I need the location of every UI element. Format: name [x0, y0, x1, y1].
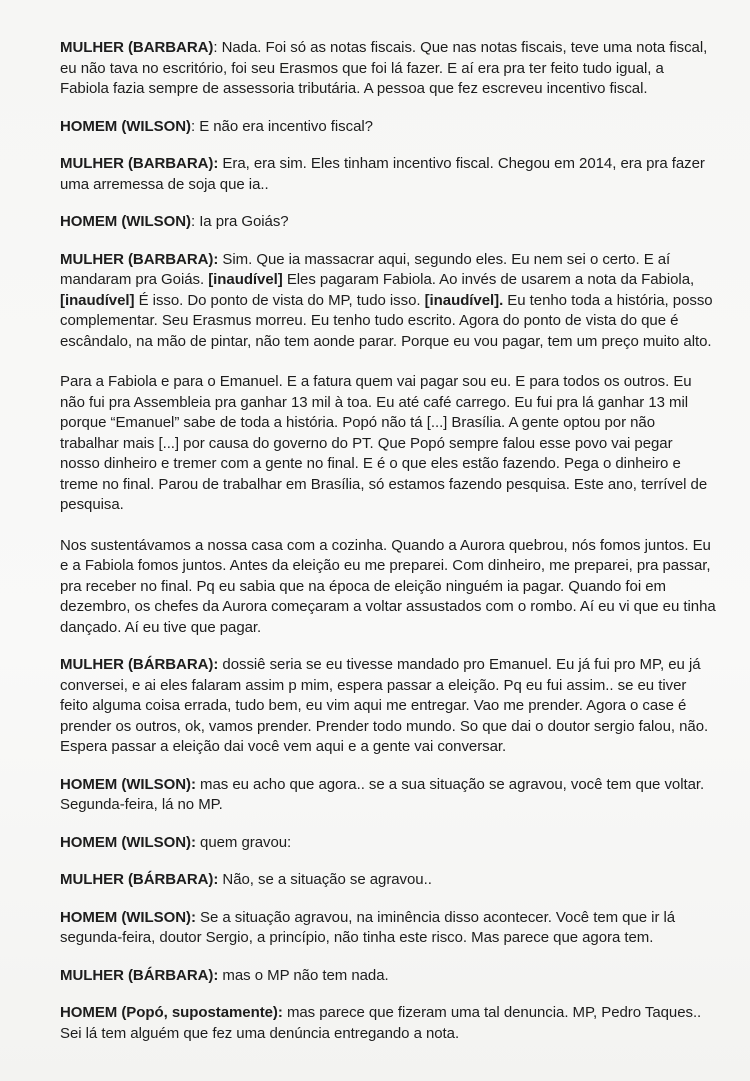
paragraph-text: Não, se a situação se agravou.. — [218, 871, 432, 888]
transcript-paragraph — [60, 38, 716, 100]
speaker-label: MULHER (BÁRBARA): — [60, 871, 219, 888]
transcript-paragraph — [60, 212, 716, 233]
paragraph-text: dossiê seria se eu tivesse mandado pro Emanuel. Eu já fui pro MP, eu já conversei, e ai eles falaram assim p mim, espera passar a eleição. Pq eu fui assim.. se eu tiver feito alguma coisa errada, tudo bem, eu vim aqui me entregar. Vao me prender. Agora o case é prender os outros, ok, vamos prender. Prender todo mundo. So que dai o doutor sergio falou, não. Espera passar a eleição dai você vem aqui e a gente vai conversar. — [60, 656, 709, 755]
speaker-label: HOMEM (WILSON) — [60, 117, 191, 135]
speaker-label: HOMEM (Popó, supostamente): — [60, 1004, 283, 1021]
inaudible-marker: [inaudível]. — [424, 291, 504, 309]
transcript-paragraph — [60, 966, 716, 987]
paragraph-text: : Ia pra Goiás? — [190, 213, 289, 230]
transcript-paragraph — [60, 117, 716, 138]
paragraph-text: Eles pagaram Fabiola. Ao invés de usarem a nota da Fabiola, — [282, 271, 695, 288]
paragraph-text: : Nada. Foi só as notas fiscais. Que nas notas fiscais, teve uma nota fiscal, eu não tava no escritório, foi seu Erasmos que foi lá fazer. E aí era pra ter feito tudo igual, a Fabiola fazia sempre de assessoria tributária. A pessoa que fez escreveu incentivo fiscal. — [60, 39, 708, 97]
paragraph-text: Sim. Que ia massacrar aqui, segundo eles. Eu nem sei o certo. E aí mandaram pra Goiás. — [60, 250, 671, 288]
inaudible-marker: [inaudível] — [208, 271, 283, 288]
speaker-label: MULHER (BÁRBARA): — [60, 966, 219, 984]
transcript-paragraph — [60, 775, 716, 816]
paragraph-text: : E não era incentivo fiscal? — [190, 117, 373, 135]
paragraph-text: Se a situação agravou, na iminência disso acontecer. Você tem que ir lá segunda-feira, doutor Sergio, a princípio, não tinha este risco. Mas parece que agora tem. — [60, 908, 676, 946]
transcript-paragraph — [60, 870, 716, 891]
paragraph-text: Eu tenho toda a história, posso complementar. Seu Erasmus morreu. Eu tenho tudo escrito. Agora do ponto de vista do que é escândalo, na mão de pintar, não tem aonde parar. Porque eu vou pagar, tem um preço muito alto. — [60, 291, 713, 350]
speaker-label: MULHER (BÁRBARA): — [60, 656, 219, 673]
paragraph-text: mas parece que fizeram uma tal denuncia. MP, Pedro Taques.. Sei lá tem alguém que fez uma denúncia entregando a nota. — [60, 1004, 702, 1042]
transcript-paragraph — [60, 154, 716, 195]
paragraph-text: mas eu acho que agora.. se a sua situação se agravou, você tem que voltar. Segunda-feira, lá no MP. — [60, 775, 705, 813]
paragraph-text: Era, era sim. Eles tinham incentivo fiscal. Chegou em 2014, era pra fazer uma arremessa de soja que ia.. — [60, 155, 705, 193]
paragraph-text: Nos sustentávamos a nossa casa com a cozinha. Quando a Aurora quebrou, nós fomos juntos. Eu e a Fabiola fomos juntos. Antes da eleição eu me preparei. Com dinheiro, me preparei, pra passar, pra receber no final. Pq eu sabia que na época de eleição ninguém ia pagar. Quando foi em dezembro, os chefes da Aurora começaram a voltar assustados com o rombo. Aí eu vi que eu tinha dançado. Aí eu tive que pagar. — [60, 536, 716, 636]
speaker-label: HOMEM (WILSON) — [60, 213, 191, 230]
inaudible-marker: [inaudível] — [60, 291, 135, 309]
speaker-label: HOMEM (WILSON): — [60, 775, 196, 793]
transcript-paragraph — [60, 1003, 716, 1044]
speaker-label: HOMEM (WILSON): — [60, 833, 196, 851]
paragraph-text: mas o MP não tem nada. — [218, 966, 389, 984]
transcript-paragraph — [60, 833, 716, 854]
speaker-label: MULHER (BARBARA): — [60, 250, 219, 268]
transcript-paragraph — [60, 536, 716, 639]
transcript-paragraph — [60, 908, 716, 949]
transcript-paragraph — [60, 655, 716, 758]
paragraph-text: quem gravou: — [195, 833, 292, 851]
transcript-paragraph — [60, 250, 716, 353]
transcript-paragraph — [60, 372, 716, 516]
speaker-label: HOMEM (WILSON): — [60, 908, 196, 926]
paragraph-text: Para a Fabiola e para o Emanuel. E a fatura quem vai pagar sou eu. E para todos os outros. Eu não fui pra Assembleia pra ganhar 13 mil à toa. Eu até café carrego. Eu fui pra lá ganhar 13 mil porque “Emanuel” sabe de toda a história. Popó não tá [...] Brasília. A gente optou por não trabalhar mais [...] por causa do governo do PT. Que Popó sempre falou esse povo vai pegar nosso dinheiro e tremer com a gente no final. E é o que eles estão fazendo. Pega o dinheiro e treme no final. Parou de trabalhar em Brasília, só estamos fazendo pesquisa. Este ano, terrível de pesquisa. — [60, 373, 708, 513]
paragraph-text: É isso. Do ponto de vista do MP, tudo isso. — [134, 291, 425, 309]
speaker-label: MULHER (BARBARA): — [60, 155, 219, 172]
speaker-label: MULHER (BARBARA) — [60, 39, 214, 56]
